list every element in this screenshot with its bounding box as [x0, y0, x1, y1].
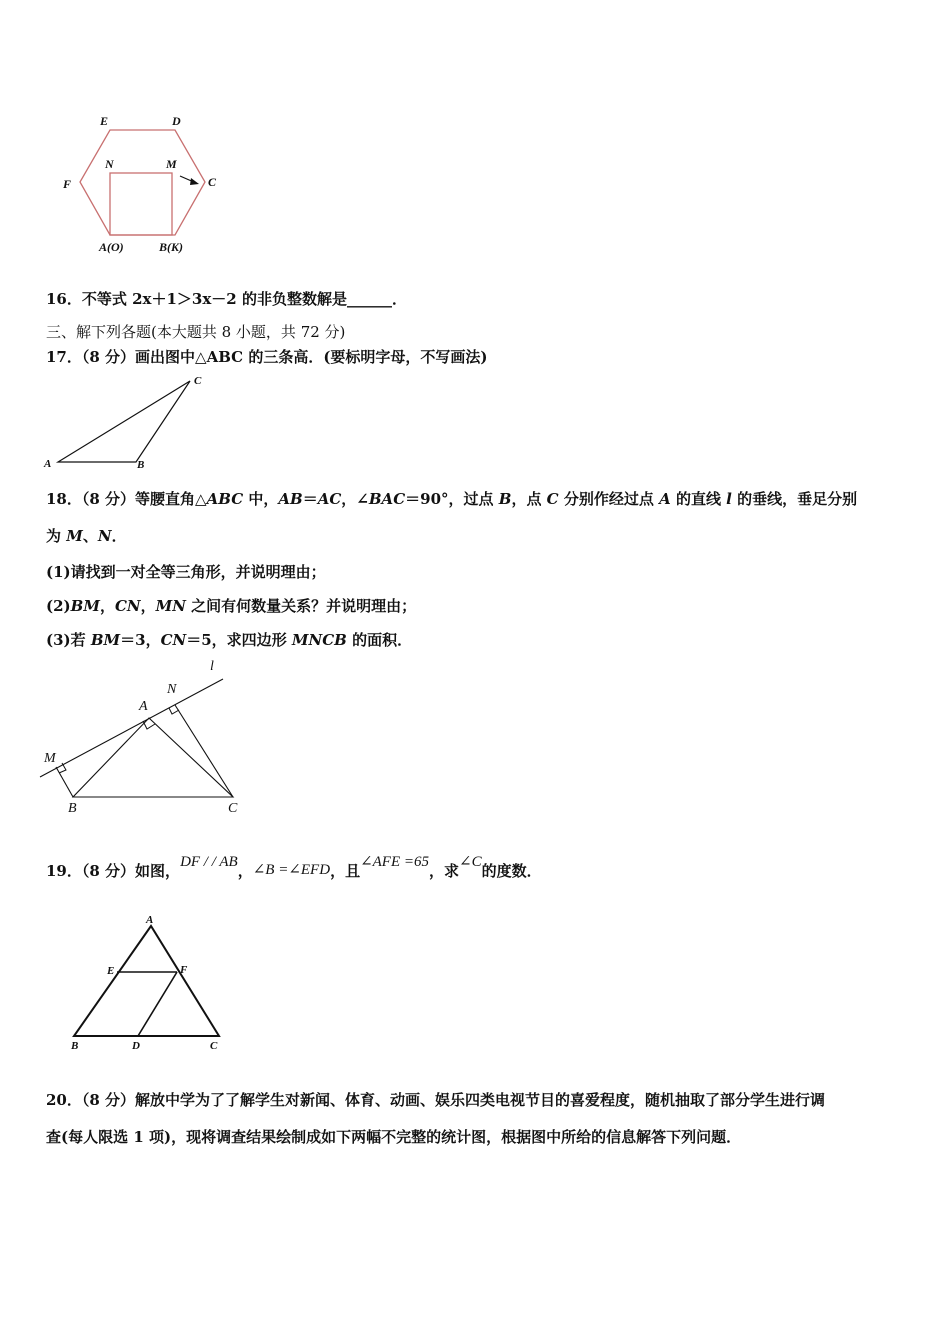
label-A: A [146, 914, 154, 926]
question-16 [46, 288, 407, 309]
label-B: B [71, 1040, 79, 1052]
text: ABC [206, 490, 244, 508]
text: 的度数． [481, 862, 542, 880]
text: 的面积． [346, 631, 413, 649]
label-F: F [180, 964, 188, 976]
question-18-line-1 [46, 488, 857, 509]
label-C: C [194, 375, 202, 387]
label-N: N [105, 157, 114, 171]
triangle-abc-shape [73, 718, 233, 797]
text: CN [160, 631, 187, 649]
label-M: M [44, 751, 56, 766]
perpendicular-bm [56, 767, 73, 797]
label-A: A [139, 699, 148, 714]
question-number: 20． [46, 1091, 82, 1109]
text: CN [114, 597, 141, 615]
text: ，∠ [341, 490, 369, 508]
label-D: D [132, 1040, 140, 1052]
label-C: C [210, 1040, 218, 1052]
text: ，且 [330, 862, 361, 880]
question-20-line-2 [46, 1126, 741, 1147]
question-20-line-1 [46, 1089, 825, 1110]
label-C: C [208, 175, 217, 189]
text: AB [278, 490, 303, 508]
question-points: （8 分） [81, 490, 136, 508]
label-M: M [166, 157, 177, 171]
label-F: F [63, 177, 72, 191]
label-B-K: B(K) [159, 240, 183, 254]
label-B: B [68, 801, 77, 815]
triangle-abc-shape [74, 926, 219, 1036]
section-title: 三、解下列各题(本大题共 8 小题，共 72 分) [46, 323, 346, 341]
question-17 [46, 346, 488, 367]
hexagon-figure [55, 110, 230, 260]
text: AC [317, 490, 342, 508]
text: 的垂线，垂足分别 [731, 490, 858, 508]
math-angle-afe: ∠AFE =65 [360, 854, 430, 870]
question-18-line-2 [46, 525, 127, 546]
text: BM [90, 631, 121, 649]
text: l [726, 490, 732, 508]
text: 为 [46, 527, 67, 545]
label-B: B [137, 459, 145, 471]
question-points: （8 分） [81, 348, 136, 366]
triangle-abc-figure [40, 370, 220, 475]
math-angle-c: ∠C [459, 854, 482, 870]
text: N [97, 527, 112, 545]
text: (1)请找到一对全等三角形，并说明理由； [46, 563, 326, 581]
text: BM [70, 597, 100, 615]
text: 中， [243, 490, 279, 508]
question-number: 18． [46, 490, 82, 508]
question-18-part-1 [46, 561, 326, 582]
text: ＝90°，过点 [405, 490, 499, 508]
question-number: 16． [46, 290, 82, 308]
label-E: E [100, 114, 109, 128]
math-df-parallel-ab: DF / / AB [180, 854, 238, 870]
text: MN [155, 597, 186, 615]
text: ＝5，求四边形 [186, 631, 292, 649]
triangle-shape [58, 381, 190, 462]
text: 的直线 [670, 490, 727, 508]
text: ， [140, 597, 156, 615]
text: MNCB [291, 631, 347, 649]
right-angle-mark-m [59, 763, 66, 773]
text: 分别作经过点 [558, 490, 660, 508]
question-points: （8 分） [81, 1091, 136, 1109]
math-angle-b-eq-efd: ∠B =∠EFD [252, 862, 331, 878]
isosceles-right-triangle-figure [38, 655, 238, 815]
text: (2) [46, 597, 71, 615]
text: ， [237, 862, 253, 880]
text: (3)若 [46, 631, 91, 649]
question-19 [46, 854, 542, 881]
question-number: 17． [46, 348, 82, 366]
question-text: 不等式 2x＋1＞3x－2 的非负整数解是______． [81, 290, 407, 308]
text: M [66, 527, 83, 545]
section-heading [46, 321, 345, 342]
label-C: C [228, 801, 238, 815]
text: ＝3， [120, 631, 161, 649]
text: 等腰直角△ [135, 490, 207, 508]
parallel-lines-triangle-figure [62, 912, 232, 1054]
hexagon-shape [80, 130, 205, 235]
text: ＝ [302, 490, 318, 508]
text: BAC [368, 490, 406, 508]
label-N: N [167, 682, 177, 697]
segment-df [138, 972, 177, 1036]
label-A-O: A(O) [99, 240, 124, 254]
text: ． [111, 527, 127, 545]
label-D: D [172, 114, 181, 128]
text: 、 [82, 527, 98, 545]
question-number: 19． [46, 862, 82, 880]
text: 如图， [135, 862, 181, 880]
question-points: （8 分） [81, 862, 136, 880]
question-18-part-3 [46, 629, 412, 650]
text: ， [99, 597, 115, 615]
label-A: A [44, 458, 52, 470]
text: 之间有何数量关系？并说明理由； [185, 597, 417, 615]
text: B [498, 490, 512, 508]
question-text: 查(每人限选 1 项)，现将调查结果绘制成如下两幅不完整的统计图，根据图中所给的信息解答下列问题． [46, 1128, 742, 1146]
arrow-head-icon [190, 178, 199, 185]
label-l: l [210, 659, 214, 674]
text: C [546, 490, 559, 508]
question-text: 解放中学为了了解学生对新闻、体育、动画、娱乐四类电视节目的喜爱程度，随机抽取了部分学生进行调 [135, 1091, 826, 1109]
text: A [659, 490, 671, 508]
text: ，点 [511, 490, 547, 508]
text: ，求 [429, 862, 460, 880]
question-text: 画出图中△ABC 的三条高．(要标明字母，不写画法) [135, 348, 488, 366]
question-18-part-2 [46, 595, 416, 616]
label-E: E [107, 965, 115, 977]
square-shape [110, 173, 172, 235]
